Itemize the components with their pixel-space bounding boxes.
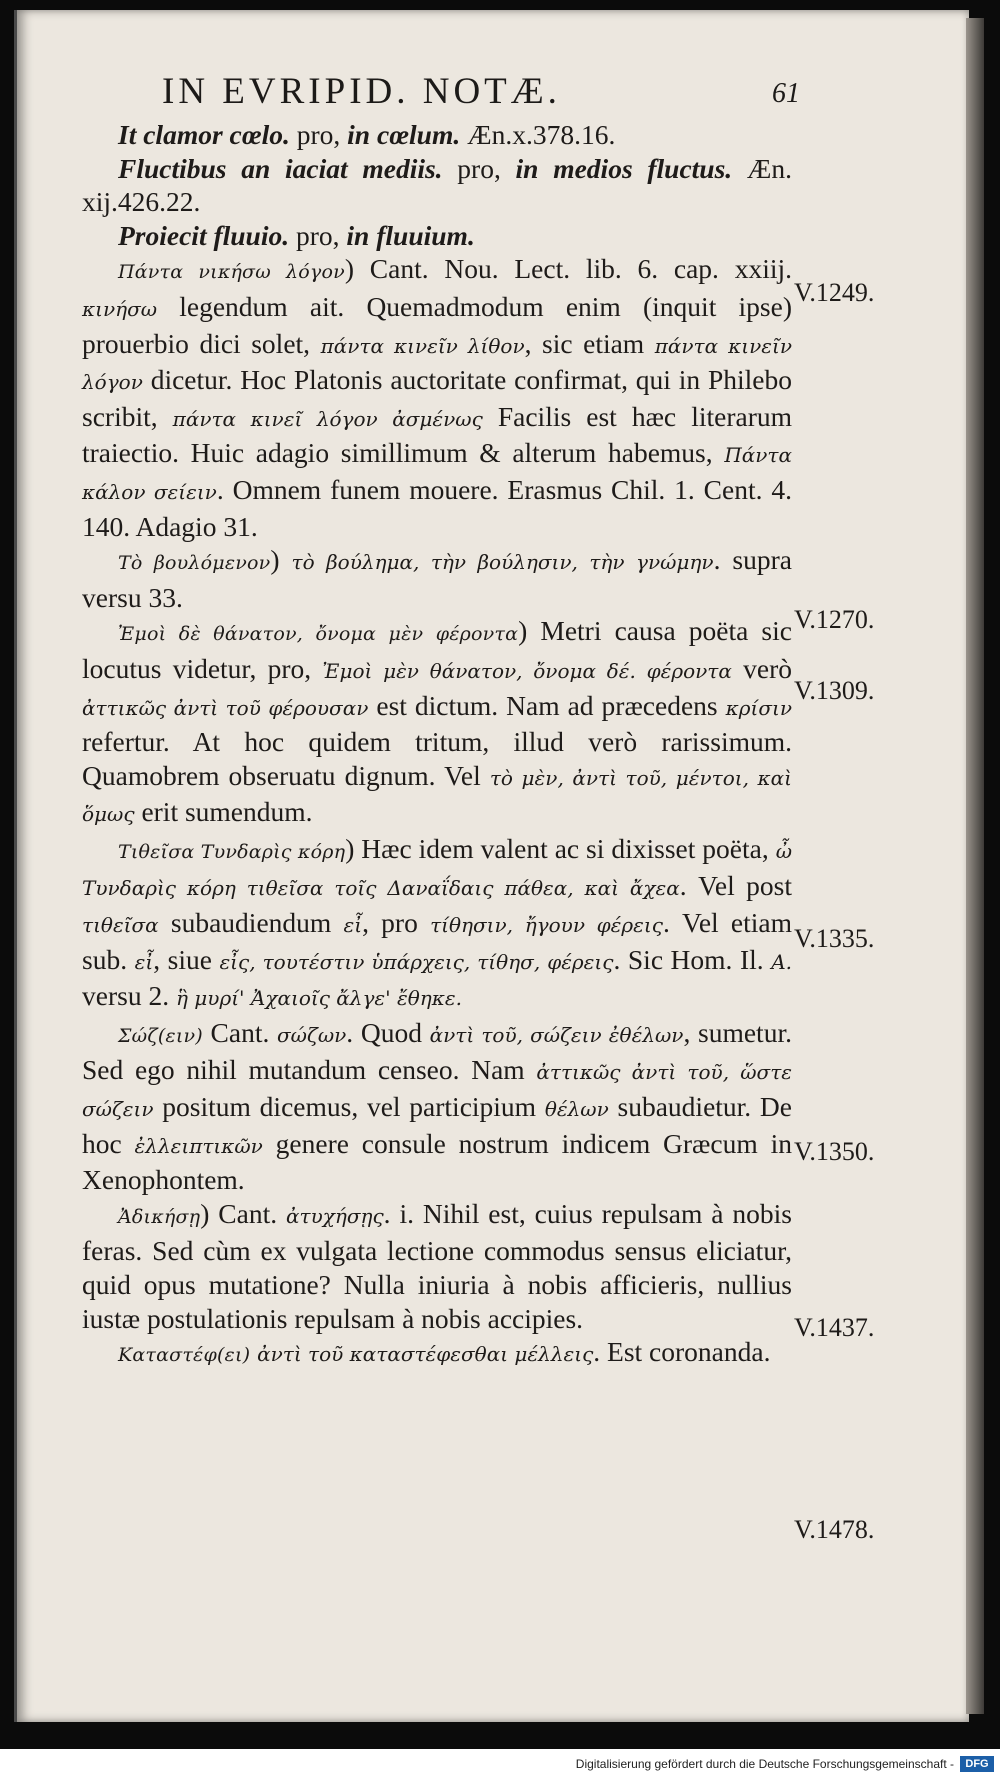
- italic-latin: Proiecit fluuio.: [118, 219, 290, 251]
- greek-lemma: Πάντα νικήσω λόγον: [118, 261, 345, 284]
- paragraph: [82, 1335, 792, 1373]
- latin-text: subaudiendum: [158, 907, 344, 939]
- dfg-logo-icon: DFG: [960, 1756, 994, 1772]
- italic-latin: in fluuium.: [346, 219, 475, 251]
- latin-text: , siue: [153, 943, 220, 975]
- latin-text: . Vel etiam sub.: [82, 907, 792, 975]
- paragraph: [82, 832, 792, 1016]
- paragraph: [82, 219, 792, 253]
- greek-text: εἶ: [134, 949, 154, 974]
- greek-lemma: Σώζ(ειν): [118, 1024, 203, 1047]
- greek-lemma: Τιθεῖσα Τυνδαρὶς κόρη: [118, 840, 346, 863]
- latin-text: Cant.: [202, 1016, 278, 1048]
- greek-text: πάντα κινεῖ λόγον ἀσμένως: [172, 406, 483, 431]
- latin-text: Æn. xij.426.22.: [82, 152, 792, 218]
- greek-text: τὸ βούλημα, τὴν βούλησιν, τὴν γνώμην: [291, 550, 714, 575]
- margin-verse-note: V.1309.: [794, 676, 875, 705]
- margin-verse-note: V.1437.: [794, 1313, 875, 1342]
- greek-text: A.: [771, 949, 792, 974]
- greek-text: Ἐμοὶ μὲν θάνατον, ὄνομα δέ. φέροντα: [322, 658, 732, 683]
- paragraph: [82, 543, 792, 614]
- latin-text: . Sic Hom. Il.: [613, 943, 772, 975]
- greek-text: τὸ μὲν, ἀντὶ τοῦ, μέντοι, καὶ ὅμως: [82, 765, 792, 827]
- greek-text: ἐλλειπτικῶν: [134, 1133, 263, 1158]
- latin-text: ) Cant.: [200, 1197, 286, 1229]
- body-text: [82, 118, 792, 1373]
- greek-text: πάντα κινεῖν λίθον: [320, 333, 525, 358]
- latin-text: . Omnem funem mouere. Erasmus Chil. 1. Cent. 4. 140. Adagio 31.: [82, 473, 793, 542]
- latin-text: ) Metri causa poëta sic locutus videtur, pro,: [82, 615, 792, 684]
- greek-lemma: Ἀδικήσῃ: [118, 1205, 201, 1228]
- latin-text: Æn.x.378.16.: [460, 119, 616, 150]
- latin-text: . i. Nihil est, cuius repulsam à nobis feras. Sed cùm ex vulgata lectione commodus sensus eliciatur, quid opus mutatione? Nulla iniuria à nobis afficieris, nullius iustæ postulationis repulsam à nobis accipies.: [82, 1197, 792, 1334]
- greek-text: θέλων: [544, 1097, 609, 1122]
- greek-lemma: Καταστέφ(ει): [118, 1344, 251, 1367]
- italic-latin: Fluctibus an iaciat mediis.: [118, 152, 443, 184]
- paragraph: [82, 118, 792, 152]
- italic-latin: It clamor cœlo.: [118, 119, 290, 150]
- latin-text: versu 2.: [82, 980, 176, 1012]
- latin-text: genere consule nostrum indicem Græcum in Xenophontem.: [82, 1127, 792, 1196]
- latin-text: legendum ait. Quemadmodum enim (inquit ipse) prouerbio dici solet,: [82, 290, 792, 359]
- greek-text: σώζων: [277, 1022, 347, 1047]
- page-edge: [966, 18, 984, 1714]
- greek-text: ἀττικῶς ἀντὶ τοῦ, ὥστε σώζειν: [82, 1060, 793, 1122]
- latin-text: ) Cant. Nou. Lect. lib. 6. cap. xxiij.: [344, 253, 792, 285]
- latin-text: pro,: [289, 119, 348, 150]
- greek-lemma: Ἐμοὶ δὲ θάνατον, ὄνομα μὲν φέροντα: [118, 623, 519, 646]
- paragraph: [82, 1016, 792, 1197]
- latin-text: ) Hæc idem valent ac si dixisset poëta,: [345, 832, 776, 864]
- latin-text: positum dicemus, vel participium: [153, 1091, 545, 1123]
- greek-text: εἶς, τουτέστιν ὑπάρχεις, τίθησ, φέρεις: [219, 949, 614, 974]
- greek-text: τίθησιν, ἤγουν φέρεις: [430, 913, 663, 938]
- latin-text: , sumetur. Sed ego nihil mutandum censeo. Nam: [82, 1016, 792, 1086]
- greek-text: εἶ: [343, 913, 363, 938]
- latin-text: . Vel post: [679, 870, 792, 902]
- greek-text: ἣ μυρί' Ἀχαιοῖς ἄλγε' ἔθηκε.: [175, 986, 462, 1011]
- greek-text: πάντα κινεῖν λόγον: [82, 333, 792, 395]
- italic-latin: in cœlum.: [347, 119, 461, 150]
- paragraph: [82, 252, 792, 543]
- running-head: IN EVRIPID. NOTÆ.: [162, 71, 561, 112]
- latin-text: erit sumendum.: [134, 796, 313, 828]
- latin-text: dicetur. Hoc Platonis auctoritate confirmat, qui in Philebo scribit,: [82, 364, 792, 432]
- latin-text: , sic etiam: [524, 327, 655, 359]
- latin-text: pro,: [442, 152, 516, 184]
- latin-text: . supra versu 33.: [82, 544, 792, 613]
- latin-text: refertur. At hoc quidem tritum, illud verò rarissimum. Quamobrem obseruatu dignum. Vel: [82, 726, 792, 791]
- greek-text: ἀττικῶς ἀντὶ τοῦ φέρουσαν: [82, 695, 369, 720]
- greek-text: ἀντὶ τοῦ, σώζειν ἐθέλων: [429, 1022, 684, 1047]
- margin-verse-note: V.1478.: [794, 1515, 875, 1544]
- latin-text: . Quod: [346, 1016, 430, 1048]
- margin-verse-note: V.1350.: [794, 1137, 875, 1166]
- greek-text: ἀτυχήσῃς: [286, 1203, 384, 1228]
- latin-text: subaudietur. De hoc: [82, 1091, 792, 1159]
- latin-text: ): [270, 544, 292, 576]
- latin-text: Facilis est hæc literarum traiectio. Huic adagio simillimum & alterum habemus,: [82, 400, 792, 469]
- paragraph: [82, 614, 792, 832]
- digitization-footer: [0, 1749, 1000, 1780]
- greek-text: κινήσω: [82, 296, 158, 321]
- greek-text: τιθεῖσα: [82, 913, 159, 938]
- margin-verse-note: V.1335.: [794, 924, 875, 953]
- greek-text: κρίσιν: [725, 695, 792, 720]
- latin-text: est dictum. Nam ad præcedens: [368, 689, 726, 721]
- paragraph: [82, 1197, 792, 1335]
- greek-lemma: Τὸ βουλόμενον: [118, 552, 271, 575]
- latin-text: pro,: [289, 219, 347, 251]
- greek-text: ὦ Τυνδαρὶς κόρη τιθεῖσα τοῖς Δαναΐδαις πάθεα, καὶ ἄχεα: [82, 838, 792, 901]
- greek-text: Πάντα κάλον σείειν: [82, 443, 792, 504]
- latin-text: . Est coronanda.: [593, 1336, 771, 1368]
- paragraph: [82, 152, 792, 219]
- greek-text: ἀντὶ τοῦ καταστέφεσθαι μέλλεις: [257, 1342, 594, 1367]
- margin-verse-note: V.1249.: [794, 278, 875, 307]
- latin-text: , pro: [362, 907, 431, 939]
- italic-latin: in medios fluctus.: [515, 152, 733, 184]
- latin-text: verò: [731, 652, 793, 684]
- margin-verse-note: V.1270.: [794, 605, 875, 634]
- footer-credit: Digitalisierung gefördert durch die Deutsche Forschungsgemeinschaft -: [575, 1757, 954, 1771]
- page-number: 61: [772, 78, 800, 109]
